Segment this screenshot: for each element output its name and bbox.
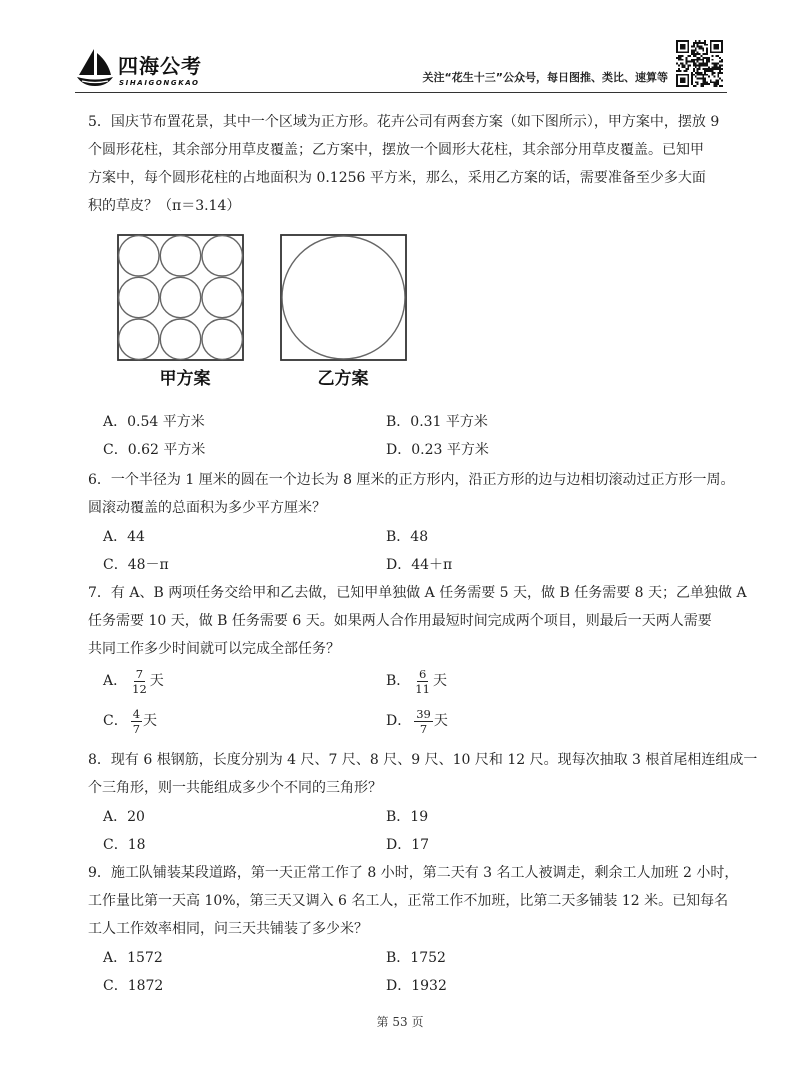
plan-a-circle bbox=[160, 277, 200, 317]
question-line: 5．国庆节布置花景，其中一个区域为正方形。花卉公司有两套方案（如下图所示），甲方案中，摆放 9 bbox=[88, 114, 720, 130]
plan-a-diagram bbox=[118, 235, 243, 360]
question-line: 9．施工队铺装某段道路，第一天正常工作了 8 小时，第二天有 3 名工人被调走，剩余工人加班 2 小时， bbox=[88, 865, 739, 881]
denominator: 12 bbox=[132, 681, 147, 696]
option-row bbox=[103, 523, 669, 551]
plan-a-circle bbox=[202, 319, 242, 359]
option-a: A．20 bbox=[103, 809, 145, 825]
option-row bbox=[103, 551, 669, 579]
question-5-options bbox=[103, 408, 669, 464]
question-line: 共同工作多少时间就可以完成全部任务？ bbox=[88, 641, 340, 657]
option-unit: 天 bbox=[432, 673, 447, 689]
option-d: D．17 bbox=[386, 837, 430, 853]
logo-sailboat-icon bbox=[74, 46, 116, 88]
question-5-figure bbox=[110, 225, 420, 395]
plan-a-square bbox=[118, 235, 243, 360]
option-b: B．48 bbox=[386, 529, 429, 545]
question-line: 7．有 A、B 两项任务交给甲和乙去做，已知甲单独做 A 任务需要 5 天，做 B 任务需要 8 天；乙单独做 A bbox=[88, 585, 747, 601]
question-number: 5． bbox=[88, 114, 111, 130]
header-divider bbox=[75, 92, 727, 93]
question-6 bbox=[88, 466, 800, 522]
plan-a-circle bbox=[160, 319, 200, 359]
fraction bbox=[414, 707, 433, 736]
option-unit: 天 bbox=[149, 673, 164, 689]
option-d: D．0.23 平方米 bbox=[386, 442, 489, 458]
header-notice: 关注“花生十三”公众号，每日图推、类比、速算等 bbox=[422, 71, 668, 84]
option-c: C．48－π bbox=[103, 557, 169, 573]
option-d: D．1932 bbox=[386, 978, 447, 994]
question-line: 工人工作效率相同，问三天共铺装了多少米？ bbox=[88, 921, 368, 937]
plan-a-circle bbox=[119, 236, 159, 276]
question-line: 8．现有 6 根钢筋，长度分别为 4 尺、7 尺、8 尺、9 尺、10 尺和 12 尺。现每次抽取 3 根首尾相连组成一 bbox=[88, 752, 758, 768]
question-number: 8． bbox=[88, 752, 111, 768]
option-label: A． bbox=[103, 673, 128, 689]
option-d bbox=[386, 701, 669, 741]
plan-a-label: 甲方案 bbox=[159, 369, 211, 389]
question-line: 积的草皮？（π＝3.14） bbox=[88, 198, 241, 214]
option-unit: 天 bbox=[433, 713, 448, 729]
option-row bbox=[103, 803, 669, 831]
question-number: 7． bbox=[88, 585, 111, 601]
plan-a-circle bbox=[160, 236, 200, 276]
plan-a-circle bbox=[119, 319, 159, 359]
option-c: C．1872 bbox=[103, 978, 164, 994]
option-c: C．0.62 平方米 bbox=[103, 442, 206, 458]
plan-b-circle bbox=[282, 236, 405, 359]
plan-a-circle bbox=[202, 236, 242, 276]
option-a: A．44 bbox=[103, 529, 145, 545]
option-a bbox=[103, 661, 386, 701]
option-b: B．1752 bbox=[386, 950, 446, 966]
question-line: 圆滚动覆盖的总面积为多少平方厘米？ bbox=[88, 500, 326, 516]
question-line: 个圆形花柱，其余部分用草皮覆盖；乙方案中，摆放一个圆形大花柱，其余部分用草皮覆盖。已知甲 bbox=[88, 142, 704, 158]
option-label: D． bbox=[386, 713, 412, 729]
question-7-options bbox=[103, 661, 669, 741]
option-row bbox=[103, 944, 669, 972]
question-5 bbox=[88, 108, 800, 220]
question-number: 9． bbox=[88, 865, 111, 881]
fraction bbox=[413, 667, 432, 696]
option-row bbox=[103, 701, 669, 741]
question-line: 6．一个半径为 1 厘米的圆在一个边长为 8 厘米的正方形内，沿正方形的边与边相切滚动过正方形一周。 bbox=[88, 472, 735, 488]
fraction bbox=[131, 707, 142, 736]
option-d: D．44＋π bbox=[386, 557, 453, 573]
question-line: 任务需要 10 天，做 B 任务需要 6 天。如果两人合作用最短时间完成两个项目，则最后一天两人需要 bbox=[88, 613, 712, 629]
option-b: B．19 bbox=[386, 809, 429, 825]
option-label: B． bbox=[386, 673, 411, 689]
logo-subtitle: SIHAIGONGKAO bbox=[119, 79, 200, 87]
option-row bbox=[103, 661, 669, 701]
option-c bbox=[103, 701, 386, 741]
denominator: 11 bbox=[415, 681, 430, 696]
numerator: 7 bbox=[135, 666, 144, 681]
question-9-options bbox=[103, 944, 669, 1000]
option-c: C．18 bbox=[103, 837, 146, 853]
option-b bbox=[386, 661, 669, 701]
denominator: 7 bbox=[132, 721, 141, 736]
option-row bbox=[103, 408, 669, 436]
option-unit: 天 bbox=[143, 713, 158, 729]
fraction bbox=[130, 667, 149, 696]
plan-a-circle bbox=[119, 277, 159, 317]
plan-a-circle bbox=[202, 277, 242, 317]
question-9 bbox=[88, 859, 800, 943]
question-8-options bbox=[103, 803, 669, 859]
qr-code bbox=[676, 40, 723, 87]
question-line: 个三角形，则一共能组成多少个不同的三角形？ bbox=[88, 780, 382, 796]
numerator: 39 bbox=[416, 706, 431, 721]
numerator: 4 bbox=[132, 706, 141, 721]
question-8 bbox=[88, 746, 800, 802]
numerator: 6 bbox=[418, 666, 427, 681]
denominator: 7 bbox=[419, 721, 428, 736]
question-line: 工作量比第一天高 10%，第三天又调入 6 名工人，正常工作不加班，比第二天多铺装 12 米。已知每名 bbox=[88, 893, 729, 909]
option-row bbox=[103, 831, 669, 859]
option-a: A．0.54 平方米 bbox=[103, 414, 205, 430]
plan-b-diagram bbox=[281, 235, 406, 360]
option-row bbox=[103, 972, 669, 1000]
question-line: 方案中，每个圆形花柱的占地面积为 0.1256 平方米，那么，采用乙方案的话，需要准备至少多大面 bbox=[88, 170, 706, 186]
option-label: C． bbox=[103, 713, 128, 729]
question-number: 6． bbox=[88, 472, 111, 488]
logo-title: 四海公考 bbox=[118, 54, 202, 78]
option-b: B．0.31 平方米 bbox=[386, 414, 488, 430]
page-number: 第 53 页 bbox=[376, 1015, 424, 1029]
question-7 bbox=[88, 579, 800, 663]
option-a: A．1572 bbox=[103, 950, 163, 966]
plan-b-label: 乙方案 bbox=[317, 369, 369, 389]
question-6-options bbox=[103, 523, 669, 579]
option-row bbox=[103, 436, 669, 464]
